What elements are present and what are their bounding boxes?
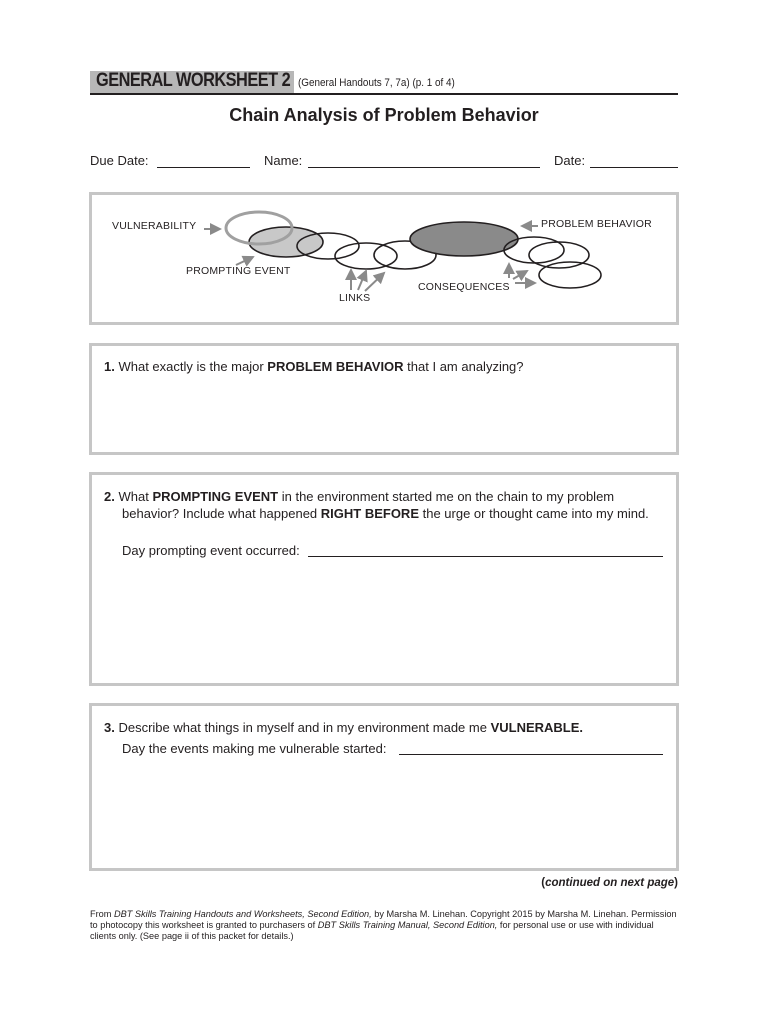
arrow-icon (358, 271, 366, 290)
question-number: 2. (104, 489, 115, 504)
consequence-link (504, 237, 564, 263)
prompting-event-label: PROMPTING EVENT (186, 265, 291, 277)
question-number: 1. (104, 359, 115, 374)
prompting-event-link (249, 227, 323, 257)
name-label: Name: (264, 153, 303, 168)
vulnerability-label: VULNERABILITY (112, 220, 197, 232)
page-title: Chain Analysis of Problem Behavior (229, 105, 539, 125)
date-label: Date: (554, 153, 586, 168)
date-field[interactable] (590, 167, 678, 168)
consequence-link (529, 242, 589, 268)
prompting-event-day-field[interactable] (308, 556, 663, 557)
handout-reference: (General Handouts 7, 7a) (p. 1 of 4) (298, 77, 455, 89)
due-date-label: Due Date: (90, 153, 149, 168)
chain-diagram-box (89, 192, 679, 325)
consequence-link (539, 262, 601, 288)
prompting-event-day-label: Day prompting event occurred: (122, 543, 300, 558)
continued-note: (continued on next page) (541, 877, 678, 889)
vulnerable-day-field[interactable] (399, 754, 663, 755)
question-1-box[interactable] (89, 343, 679, 455)
question-3-text: 3. Describe what things in myself and in my environment made me VULNERABLE. (104, 720, 584, 735)
due-date-field[interactable] (157, 167, 250, 168)
arrow-icon (513, 271, 527, 279)
question-2-box[interactable] (89, 472, 679, 686)
copyright-footer: From DBT Skills Training Handouts and Worksheets, Second Edition, by Marsha M. Linehan. Copyright 2015 by Marsha M. Linehan. Permission to photocopy this worksheet is granted to purchasers of DBT Skills Training Manual, Second Edition, for personal use or use with individual clients only. (See page ii of this packet for details.) (90, 909, 677, 941)
vulnerable-day-label: Day the events making me vulnerable started: (122, 741, 387, 756)
question-number: 3. (104, 720, 115, 735)
problem-behavior-link (410, 222, 518, 256)
worksheet-code: GENERAL WORKSHEET 2 (96, 70, 291, 91)
consequences-label: CONSEQUENCES (418, 281, 510, 293)
chain-link (335, 243, 397, 269)
name-field[interactable] (308, 167, 540, 168)
question-3-box[interactable] (89, 703, 679, 871)
header-rule (90, 93, 678, 95)
links-label: LINKS (339, 292, 371, 304)
problem-behavior-label: PROBLEM BEHAVIOR (541, 218, 652, 230)
chain-diagram (92, 195, 676, 322)
question-2-text: 2. What PROMPTING EVENT in the environment started me on the chain to my problem behavior? Include what happened RIGHT BEFORE the urge or thought came into my mind. (104, 489, 649, 521)
arrow-icon (365, 273, 384, 291)
arrow-icon (236, 257, 253, 265)
question-1-text: 1. What exactly is the major PROBLEM BEHAVIOR that I am analyzing? (104, 359, 524, 374)
